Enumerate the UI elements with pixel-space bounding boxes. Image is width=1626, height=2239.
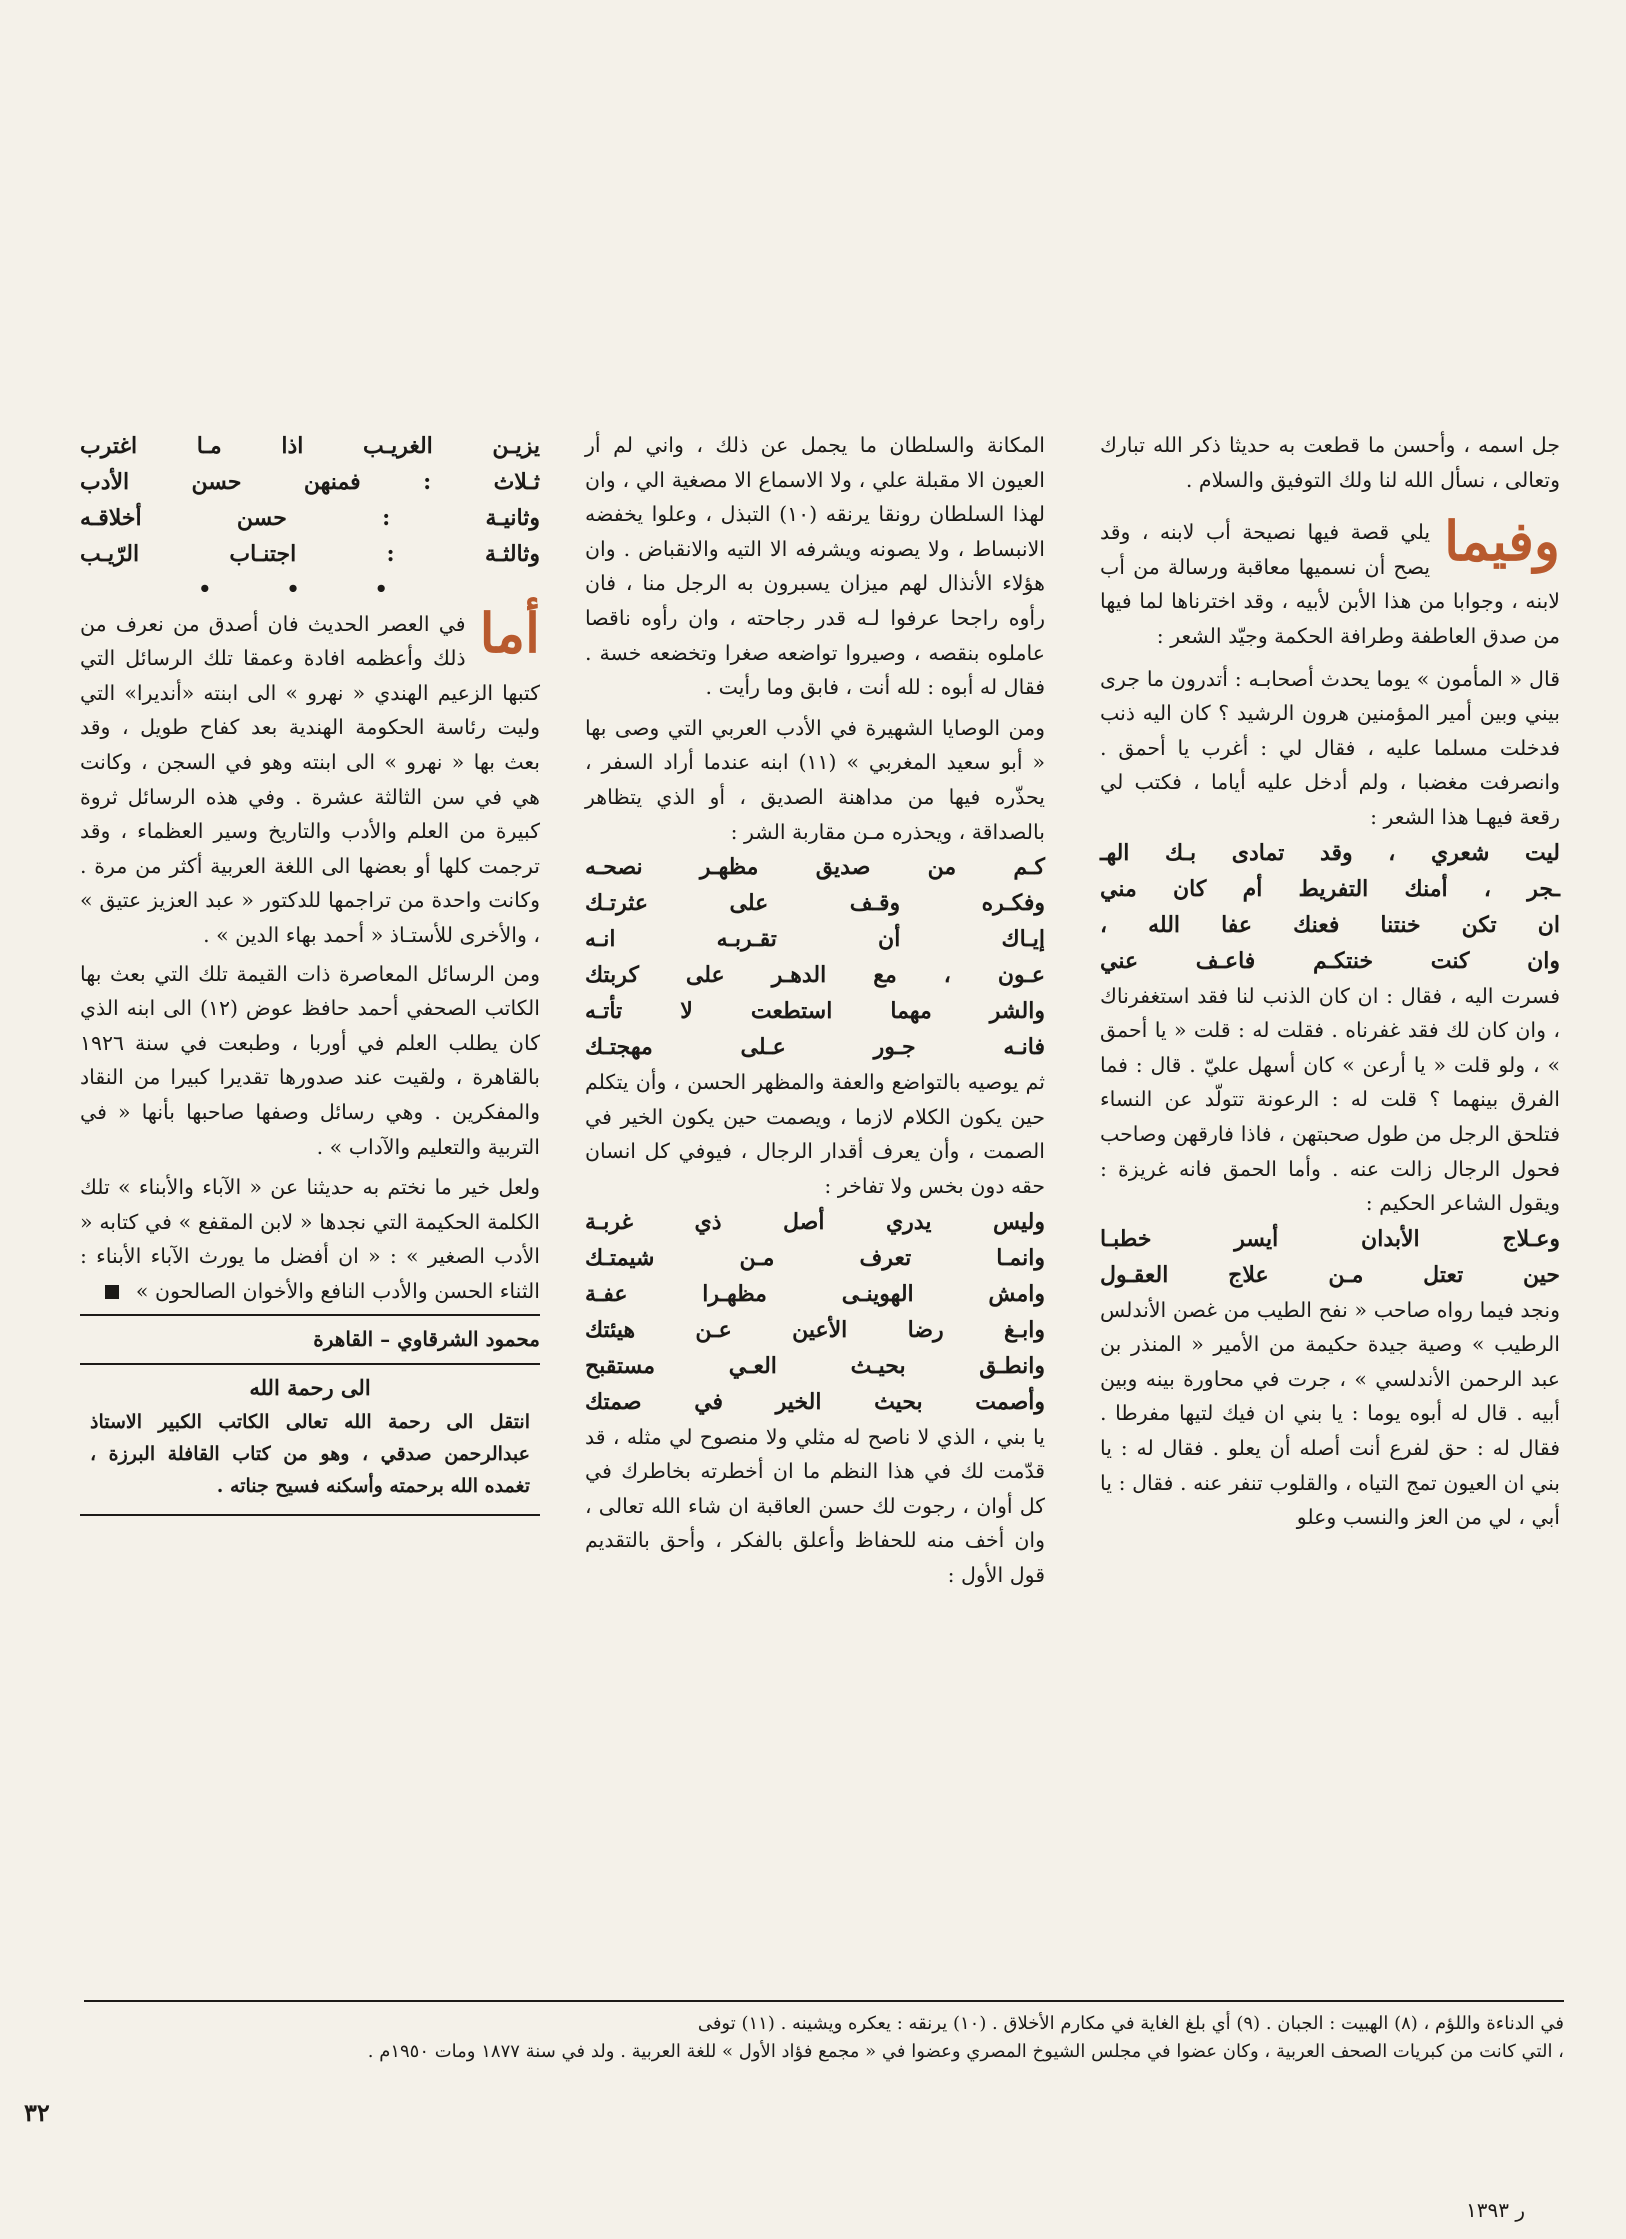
verse-line: ـجر ، أمنك التفريط أم كان مني <box>1100 875 1560 902</box>
obituary-text: انتقل الى رحمة الله تعالى الكاتب الكبير الاستاذ عبدالرحمن صدقي ، وهو من كتاب القافلة البرزة ، تغمده الله برحمته وأسكنه فسيح جناته . <box>90 1410 530 1497</box>
verse-line: ليت شعري ، وقد تمادى بـك الهـ <box>1100 839 1560 866</box>
poem <box>585 1204 1045 1420</box>
verse-line: ثـلاث : فمنهن حسن الأدب <box>80 469 540 495</box>
verse-line: ان تكن خنتنا فعنك عفا الله ، <box>1100 911 1560 938</box>
divider <box>80 1314 540 1316</box>
verse-line: وأصمت بحيث الخير في صمتك <box>585 1388 1045 1415</box>
verse-line: عـون ، مع الدهـر على كربتك <box>585 962 1045 989</box>
verse-line: وانمـا تعرف مـن شيمتـك <box>585 1244 1045 1271</box>
paragraph <box>80 1170 540 1308</box>
paragraph: ونجد فيما رواه صاحب « نفح الطيب من غصن الأندلس الرطيب » وصية جيدة حكيمة من الأمير « المنذر بن عبد الرحمن الأندلسي » ، جرت في محاورة بينه وبين أبيه . قال له أبوه يوما : يا بني ان فيك لتيها مفرطا . فقال له : حق لفرع أنت أصله أن يعلو . فقال له : يا بني ان العيون تمج التياه ، والقلوب تنفر عنه . فقال : يا أبي ، لي من العز والنسب وعلو <box>1100 1297 1560 1530</box>
footnote-line: ، التي كانت من كبريات الصحف العربية ، وكان عضوا في مجلس الشيوخ المصري وعضوا في « مجمع فؤاد الأول » للغة العربية . ولد في سنة ١٨٧٧ ومات ١٩٥٠م . <box>367 2041 1564 2062</box>
article-column-left <box>80 428 540 1522</box>
footnotes <box>84 2010 1564 2066</box>
issue-date: ر ١٣٩٣ <box>1466 2198 1525 2222</box>
paragraph: قال « المأمون » يوما يحدث أصحابـه : أتدرون ما جرى بيني وبين أمير المؤمنين هرون الرشيد ؟ كان اليه ذنب فدخلت مسلما عليه ، فقال لي : أغرب يا أحمق . وانصرفت مغضبا ، ولم أدخل عليه أياما ، فكتب لي رقعة فيهـا هذا الشعر : <box>1100 666 1560 829</box>
divider <box>80 1363 540 1365</box>
verse-line: وابـغ رضا الأعين عـن هيئتك <box>585 1316 1045 1343</box>
footnote-line: في الدناءة واللؤم ، (٨) الهبيت : الجبان . (٩) أي بلغ الغاية في مكارم الأخلاق . (١٠) يرنقه : يعكره ويشينه . (١١) توفى <box>697 2013 1564 2034</box>
paragraph-text: ولعل خير ما نختم به حديثنا عن « الآباء والأبناء » تلك الكلمة الحكيمة التي نجدها « لابن المقفع » في كتابه « الأدب الصغير » : « ان أفضل ما يورث الآباء الأبناء : الثناء الحسن والأدب النافع والأخوان الصالحون » <box>80 1175 540 1303</box>
dropcap-word: وفيما <box>1444 509 1560 574</box>
verse-line: يزيـن الغريـب اذا مـا اغترب <box>80 433 540 459</box>
section-paragraph <box>80 600 540 953</box>
paragraph: المكانة والسلطان ما يجمل عن ذلك ، واني لم أر العيون الا مقبلة علي ، ولا الاسماع الا مصغية الي ، وان لهذا السلطان رونقا يرنقه (١٠) التبذل ، وعلوا يخفضه الانبساط ، ولا يصونه ويشرفه الا التيه والانقباض . وان هؤلاء الأنذال لهم ميزان يسبرون به الرجل منا ، فان رأوه راجحا عرفوا لـه قدر رجاحته ، وان رأوه ناقصا عاملوه بنقصه ، وصيروا تواضعه صغرا وتخضعه خسة . فقال له أبوه : لله أنت ، فابق وما رأيت . <box>585 433 1045 700</box>
dropcap-word: أما <box>479 600 540 665</box>
verse-line: وفكـره وقـف على عثرتـك <box>585 890 1045 917</box>
paragraph: ومن الرسائل المعاصرة ذات القيمة تلك التي بعث بها الكاتب الصحفي أحمد حافظ عوض (١٢) الى ابنه الذي كان يطلب العلم في أوربا ، وطبعت في سنة ١٩٢٦ بالقاهرة ، ولقيت عند صدورها تقديرا كبيرا من النقاد والمفكرين . وهي رسائل وصفها صاحبها بأنها « في التربية والتعليم والآداب » . <box>80 961 540 1159</box>
paragraph-text: في العصر الحديث فان أصدق من نعرف من ذلك وأعظمه افادة وعمقا تلك الرسائل التي كتبها الزعيم الهندي « نهرو » الى ابنته «أنديرا» التي وليت رئاسة الحكومة الهندية بعد كفاح طويل ، وقد بعث بها « نهرو » الى ابنته وهو في السجن ، وكانت هي في سن الثالثة عشرة . وفي هذه الرسائل ثروة كبيرة من العلم والأدب والتاريخ وسير العظماء ، وقد ترجمت كلها أو بعضها الى اللغة العربية أكثر من مرة . وكانت واحدة من تراجمها للدكتور « عبد العزيز عتيق » ، والأخرى للأستـاذ « أحمد بهاء الدين » . <box>80 611 540 947</box>
end-of-article-mark <box>105 1285 119 1299</box>
divider <box>80 1514 540 1516</box>
poem <box>1100 1221 1560 1293</box>
verse-line: وامش الهوينـى مظهـرا عفـة <box>585 1280 1045 1307</box>
verse-line: كـم من صديق مظهـر نصحـه <box>585 854 1045 881</box>
verse-line: وليس يدري أصل ذي غربـة <box>585 1208 1045 1235</box>
blank-page-top <box>0 0 1626 420</box>
footnote-divider <box>84 2000 1564 2002</box>
poem <box>80 428 540 572</box>
verse-line: وان كنت خنتكـم فاعـف عني <box>1100 947 1560 974</box>
verse-line: والشر مهما استطعت لا تأتـه <box>585 998 1045 1025</box>
intro-paragraph: جل اسمه ، وأحسن ما قطعت به حديثا ذكر الله تبارك وتعالى ، نسأل الله لنا ولك التوفيق والسلام . <box>1100 433 1560 492</box>
verse-line: فانـه جـور عـلى مهجتـك <box>585 1034 1045 1061</box>
paragraph: ثم يوصيه بالتواضع والعفة والمظهر الحسن ، وأن يتكلم حين يكون الكلام لازما ، ويصمت حين يكون الخير في الصمت ، وأن يعرف أقدار الرجال ، فيوفي كل انسان حقه دون بخس ولا تفاخر : <box>585 1070 1045 1198</box>
section-paragraph <box>1100 509 1560 653</box>
article-column-middle <box>585 428 1045 1592</box>
article-column-right <box>1100 428 1560 1535</box>
verse-line: حين تعتل مـن علاج العقـول <box>1100 1261 1560 1288</box>
obituary-title: الى رحمة الله <box>249 1375 371 1401</box>
verse-line: إيـاك أن تقـربـه انـه <box>585 926 1045 953</box>
paragraph: فسرت اليه ، فقال : ان كان الذنب لنا فقد استغفرناك ، وان كان لك فقد غفرناه . فقلت له : قلت « يا أحمق » ، ولو قلت « يا أرعن » كان أسهل عليّ . قال : فما الفرق بينهما ؟ قلت له : الرعونة تتولّد عن النساء فتلحق الرجل من طول صحبتهن ، فاذا فارقهن وصاحب فحول الرجال زالت عنه . وأما الحمق فانه غريزة : ويقول الشاعر الحكيم : <box>1100 983 1560 1216</box>
poem <box>585 849 1045 1065</box>
section-intro-text: يلي قصة فيها نصيحة أب لابنه ، وقد يصح أن نسميها معاقبة ورسالة من أب لابنه ، وجوابا من هذا الأبن لأبيه ، وقد اخترناها لما فيها من صدق العاطفة وطرافة الحكمة وجيّد الشعر : <box>1100 520 1560 648</box>
section-separator-dots: • • • <box>198 577 422 601</box>
verse-line: وثانيـة : حسن أخلاقـه <box>80 505 540 531</box>
verse-line: وعـلاج الأبدان أيسر خطبـا <box>1100 1225 1560 1252</box>
author-signature: محمود الشرقاوي – القاهرة <box>313 1327 540 1352</box>
paragraph: ومن الوصايا الشهيرة في الأدب العربي التي وصى بها « أبو سعيد المغربي » (١١) ابنه عندما أراد السفر ، يحذّره فيها من مداهنة الصديق ، أو الذي يتظاهر بالصداقة ، ويحذره مـن مقاربة الشر : <box>585 715 1045 844</box>
verse-line: وثالثـة : اجتنـاب الرّيـب <box>80 541 540 567</box>
verse-line: وانطـق بحيـث العـي مستقبح <box>585 1352 1045 1379</box>
poem <box>1100 835 1560 979</box>
page-number: ٣٢ <box>24 2098 50 2127</box>
paragraph: يا بني ، الذي لا ناصح له مثلي ولا منصوح لي مثله ، قد قدّمت لك في هذا النظم ما ان أخطرته بخاطرك في كل أوان ، رجوت لك حسن العاقبة ان شاء الله تعالى ، وان أخف منه للحفاظ وأعلق بالفكر ، وأحق بالتقديم قول الأول : <box>585 1424 1046 1587</box>
